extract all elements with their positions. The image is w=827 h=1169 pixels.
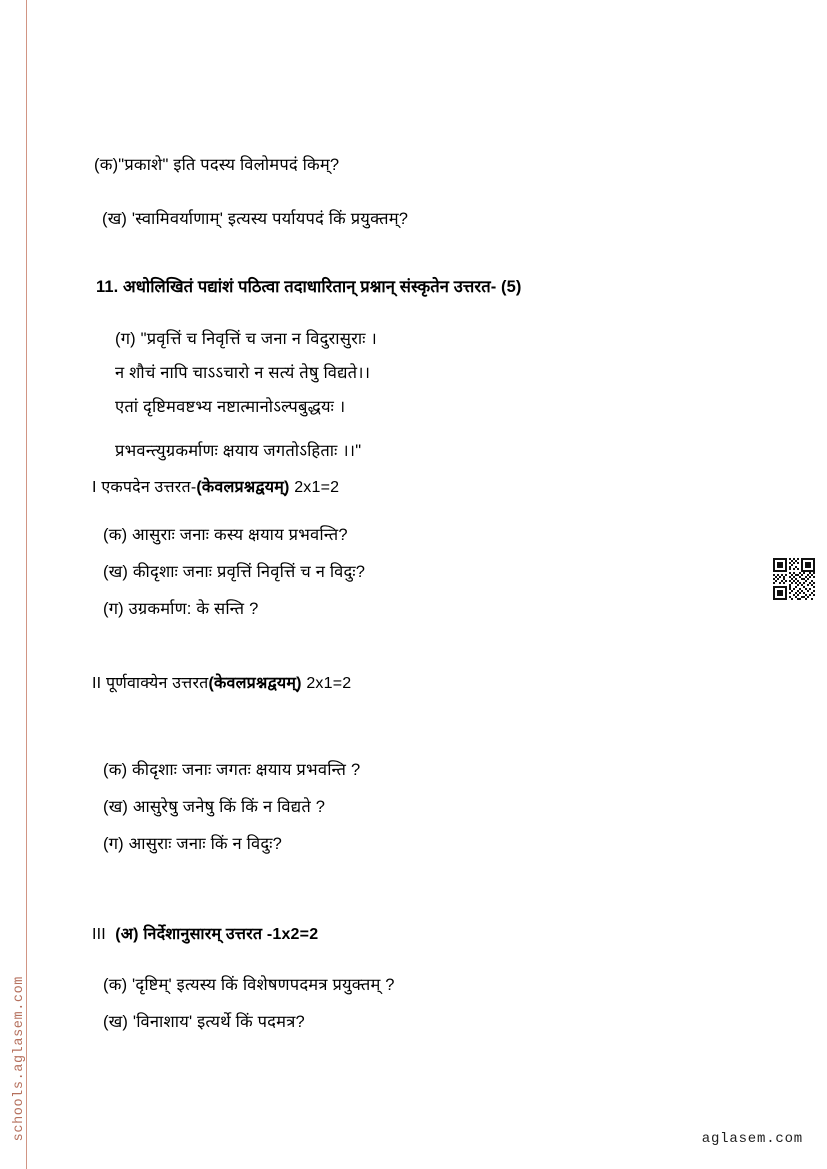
section-3-heading <box>92 922 318 944</box>
section-3-question-ka: (क) 'दृष्टिम्' इत्यस्य किं विशेषणपदमत्र प्रयुक्तम् ? <box>103 976 395 994</box>
section-2-question-ka: (क) कीदृशाः जनाः जगतः क्षयाय प्रभवन्ति ? <box>103 761 361 779</box>
top-question-ka: (क)"प्रकाशे" इति पदस्य विलोमपदं किम्? <box>94 156 340 174</box>
section-1-instruction: एकपदेन उत्तरत- <box>101 479 197 496</box>
section-1-heading <box>92 475 339 497</box>
section-1-numeral: I <box>92 479 97 496</box>
passage-line-2: न शौचं नापि चाऽऽचारो न सत्यं तेषु विद्यते।। <box>115 364 371 382</box>
section-2-marks: 2x1=2 <box>306 675 352 692</box>
section-3-question-kha: (ख) 'विनाशाय' इत्यर्थे किं पदमत्र? <box>103 1013 305 1031</box>
section-2-instruction: पूर्णवाक्येन उत्तरत <box>105 675 209 692</box>
section-2-question-ga: (ग) आसुराः जनाः किं न विदुः? <box>103 835 283 853</box>
section-2-heading <box>92 671 351 693</box>
main-question-heading: 11. अधोलिखितं पद्यांशं पठित्वा तदाधारितान् प्रश्नान् संस्कृतेन उत्तरत- (5) <box>96 278 522 296</box>
section-2-numeral: II <box>92 675 102 692</box>
vertical-site-watermark: schools.aglasem.com <box>12 975 27 1141</box>
section-3-instruction-bold: (अ) निर्देशानुसारम् उत्तरत -1x2=2 <box>115 926 319 943</box>
section-1-question-ka: (क) आसुराः जनाः कस्य क्षयाय प्रभवन्ति? <box>103 526 348 544</box>
section-2-question-kha: (ख) आसुरेषु जनेषु किं किं न विद्यते ? <box>103 798 326 816</box>
qr-code-icon[interactable] <box>771 556 817 602</box>
section-1-marks: 2x1=2 <box>294 479 340 496</box>
top-question-kha: (ख) 'स्वामिवर्याणाम्' इत्यस्य पर्यायपदं किं प्रयुक्तम्? <box>102 210 409 228</box>
brand-watermark: aglasem.com <box>701 1131 803 1147</box>
section-1-instruction-bold: (केवलप्रश्नद्वयम्) <box>196 479 290 496</box>
passage-line-3: एतां दृष्टिमवष्टभ्य नष्टात्मानोऽल्पबुद्धयः । <box>115 398 346 416</box>
section-2-instruction-bold: (केवलप्रश्नद्वयम्) <box>208 675 302 692</box>
passage-line-1: (ग) "प्रवृत्तिं च निवृत्तिं च जना न विदुरासुराः । <box>115 330 377 348</box>
section-1-question-kha: (ख) कीदृशाः जनाः प्रवृत्तिं निवृत्तिं च न विदुः? <box>103 563 366 581</box>
section-3-numeral: III <box>92 926 106 943</box>
passage-line-4: प्रभवन्त्युग्रकर्माणः क्षयाय जगतोऽहिताः ।।" <box>115 442 362 460</box>
section-1-question-ga: (ग) उग्रकर्माण: के सन्ति ? <box>103 600 259 618</box>
